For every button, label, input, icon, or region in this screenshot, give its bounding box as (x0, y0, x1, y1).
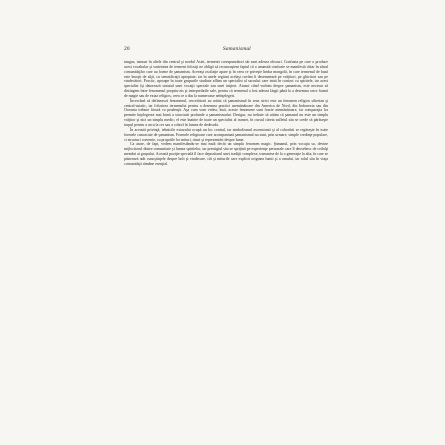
paragraph: tungus, iamoar în altele din centrul şi nordul Asiei, termenii corespunzători săi sunt adesea obscuri. Confuzia pe care o produce acest vocabular şi varietatea de termeni folosiţi ne obligă să recunoaştem faptul că o anumită confuzie se manifestă chiar în sânul comunităţilor care au forme de şamanism. Aceeaşi oscilaţie apare şi în ceea ce priveşte limba mongolă, în care termenul de bază este însoţit de alţii, cu semnificaţii apropiate, iar în unele regiuni acelaşi cuvânt îi desemnează pe vrăjitori, pe ghicitori sau pe vindecători. Practic, aproape în toate grupurile studiate aflăm un specialist al sacrului care intră în contact cu spiritele, iar acest specialist îşi datorează statutul unei vocaţii speciale sau unei iniţieri. Atunci când vorbim despre şamanism, este necesar să distingem între fenomenul propriu-zis şi interpretările sale, pentru că termenul a fost adesea lărgit până la a desemna orice formă de magie sau de extaz religios, ceea ce a dus la numeroase neînţelegeri. (124, 60, 328, 98)
paragraph: Ca atare, de fapt, vedem manifestându-se mai mult decât un simplu fenomen magic. Şamanul, prin vocaţia sa, devine mijlocitorul dintre comunitate şi lumea spiritelor, iar prestigiul său se sprijină pe experienţe personale care îl deosebesc de ceilalţi membri ai grupului. Această poziţie specială îl face depozitarul unei tradiţii complexe, transmise de la o generaţie la alta, în care se păstrează atât cunoştinţele despre boli şi vindecare, cât şi miturile care explică originea lumii şi a omului, iar rolul său în viaţa comunităţii rămâne esenţial. (124, 142, 328, 166)
paragraph: În această privinţă, tehnicile extazului ocupă un loc central, iar simbolismul ascensiunii şi al coborârii se regăseşte în toate formele cunoscute de şamanism. Formele religioase care acompaniază şamanismul nu sunt, prin urmare, simple credinţe populare, ci structuri coerente, cu propriile lor mituri, rituri şi reprezentări despre lume. (124, 127, 328, 142)
page-header (124, 46, 354, 52)
paragraph: Încercând să definească fenomenul, cercetătorii au arătat că şamanismul în sens strict este un fenomen religios siberian şi central-asiatic, iar folosirea termenului pentru a desemna practici asemănătoare din America de Nord, din Indonezia sau din Oceania trebuie făcută cu prudenţă. Aşa cum vom vedea, însă, aceste fenomene sunt foarte asemănătoare, iar comparaţia lor permite înţelegerea mai bună a structurii profunde a şamanismului. Desigur, nu trebuie să uităm că şamanul nu este un simplu vrăjitor şi nici un simplu medic; el este înainte de toate un specialist al transei, în cursul căreia sufletul său se crede că părăseşte trupul pentru a urca la cer sau a coborî în lumea de dedesubt. (124, 98, 328, 127)
page-number: 20 (124, 46, 130, 52)
running-title: Samanismul (222, 46, 251, 52)
page-body (124, 60, 328, 420)
